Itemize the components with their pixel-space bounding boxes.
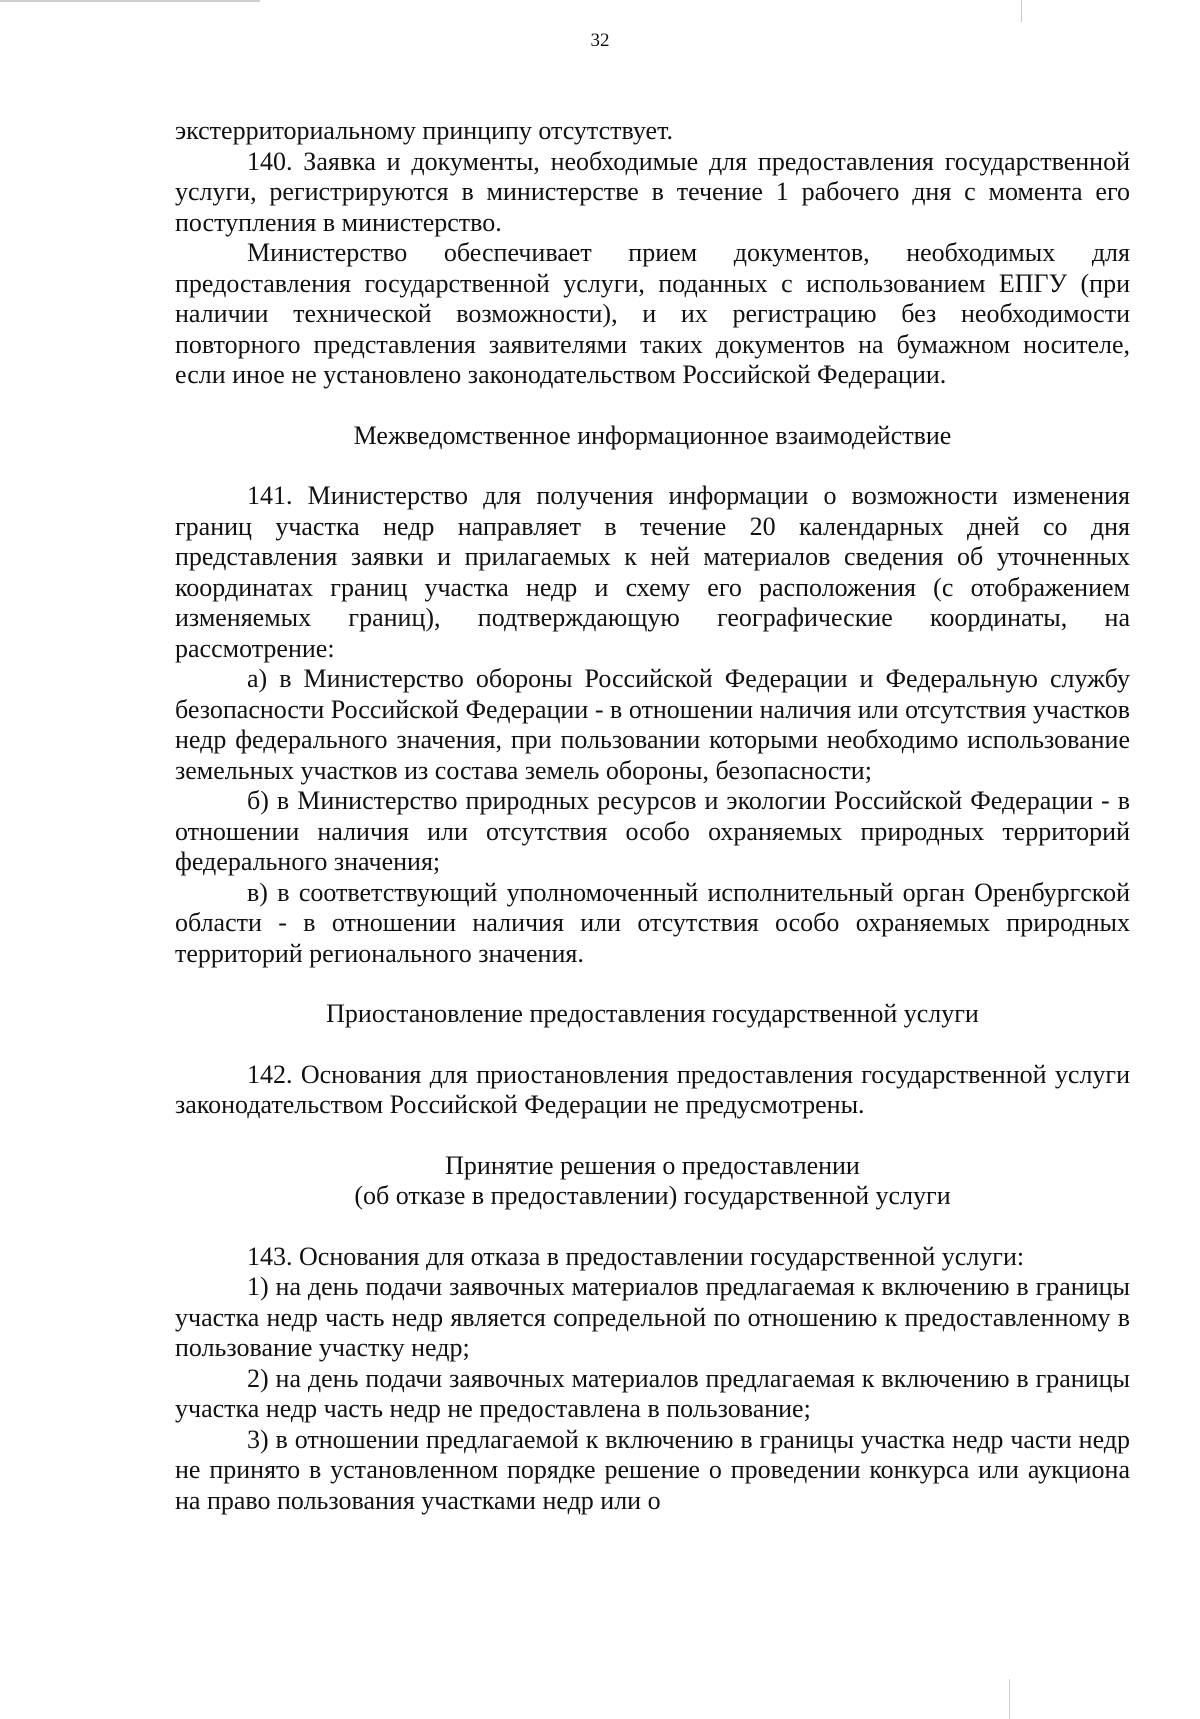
paragraph-143: 143. Основания для отказа в предоставлении государственной услуги:	[247, 1241, 1025, 1271]
heading-interagency: Межведомственное информационное взаимодействие	[353, 420, 952, 450]
paragraph-141-b: б) в Министерство природных ресурсов и экологии Российской Федерации - в отношении наличия или отсутствия особо охраняемых природных территорий федерального значения;	[175, 786, 1130, 876]
paragraph-143-2: 2) на день подачи заявочных материалов предлагаемая к включению в границы участка недр часть недр не предоставлена в пользование;	[175, 1363, 1130, 1423]
paragraph-143-1: 1) на день подачи заявочных материалов предлагаемая к включению в границы участка недр часть недр является сопредельной по отношению к предоставленному в пользование участку недр;	[175, 1272, 1130, 1362]
paragraph-140: 140. Заявка и документы, необходимые для предоставления государственной услуги, регистрируются в министерстве в течение 1 рабочего дня с момента его поступления в министерство.	[175, 146, 1130, 237]
document-body	[175, 116, 1130, 1516]
scan-artifact-bottom	[1009, 1679, 1010, 1719]
heading-decision-line1: Принятие решения о предоставлении	[445, 1150, 860, 1180]
paragraph-continuation: экстерриториальному принципу отсутствует.	[175, 116, 673, 145]
paragraph-141-a: а) в Министерство обороны Российской Федерации и Федеральную службу безопасности Российской Федерации - в отношении наличия или отсутствия участков недр федерального значения, при пользовании которыми необходимо использование земельных участков из состава земель обороны, безопасности;	[175, 664, 1130, 785]
heading-suspension: Приостановление предоставления государственной услуги	[326, 999, 979, 1028]
heading-decision	[175, 1151, 1130, 1212]
page-number: 32	[590, 30, 610, 51]
paragraph-epgu: Министерство обеспечивает прием документов, необходимых для предоставления государственной услуги, поданных с использованием ЕПГУ (при наличии технической возможности), и их регистрацию без необходимости повторного представления заявителями таких документов на бумажном носителе, если иное не установлено законодательством Российской Федерации.	[175, 238, 1130, 389]
paragraph-142: 142. Основания для приостановления предоставления государственной услуги законодательством Российской Федерации не предусмотрены.	[175, 1059, 1130, 1119]
paragraph-141: 141. Министерство для получения информации о возможности изменения границ участка недр направляет в течение 20 календарных дней со дня представления заявки и прилагаемых к ней материалов сведения об уточненных координатах границ участка недр и схему его расположения (с отображением изменяемых границ), подтверждающую географические координаты, на рассмотрение:	[175, 481, 1130, 663]
paragraph-143-3: 3) в отношении предлагаемой к включению в границы участка недр части недр не принято в установленном порядке решение о проведении конкурса или аукциона на право пользования участками недр или о	[175, 1424, 1130, 1515]
scan-artifact-right	[1021, 0, 1022, 22]
heading-decision-line2: (об отказе в предоставлении) государственной услуги	[354, 1181, 951, 1210]
paragraph-141-v: в) в соответствующий уполномоченный исполнительный орган Оренбургской области - в отношении наличия или отсутствия особо охраняемых природных территорий регионального значения.	[175, 877, 1130, 968]
scan-artifact-top	[0, 0, 260, 2]
